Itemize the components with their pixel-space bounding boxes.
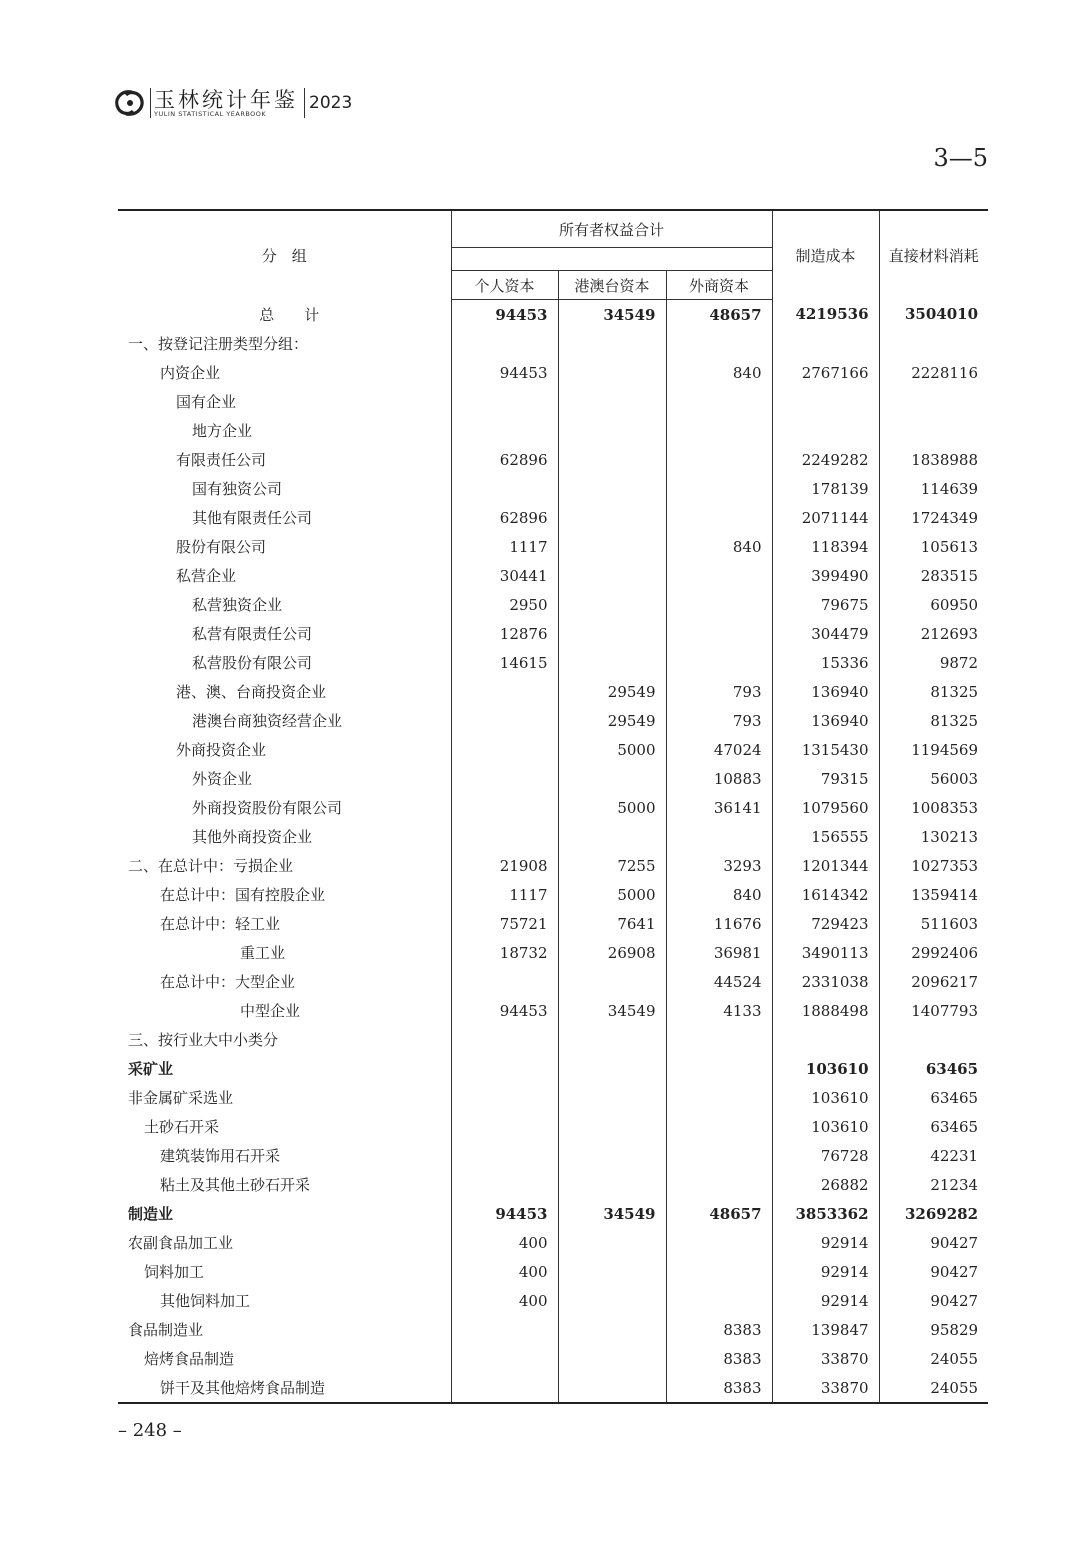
- cell-direct-material: 283515: [920, 566, 979, 585]
- cell-mfg-cost: 136940: [772, 677, 879, 706]
- cell-mfg-cost: 26882: [772, 1170, 879, 1199]
- row-label: 内资企业: [118, 358, 451, 387]
- cell-hmt-capital: [558, 561, 666, 590]
- table-row: [118, 1141, 988, 1170]
- cell-mfg-cost: 136940: [772, 706, 879, 735]
- cell-personal-capital: 94453: [451, 996, 558, 1025]
- cell-direct-material: 21234: [930, 1175, 979, 1194]
- table-row: [118, 561, 988, 590]
- page-number: – 248 –: [118, 1420, 182, 1441]
- table-number: 3—5: [933, 144, 988, 172]
- table-row: [118, 909, 988, 938]
- cell-direct-material: 3269282: [904, 1204, 979, 1223]
- cell-foreign-capital: [666, 1228, 772, 1257]
- cell-direct-material: 2992406: [911, 943, 979, 962]
- cell-hmt-capital: 34549: [558, 300, 666, 330]
- cell-hmt-capital: 29549: [558, 706, 666, 735]
- table-row: [118, 1170, 988, 1199]
- cell-mfg-cost: 2767166: [772, 358, 879, 387]
- cell-personal-capital: [451, 764, 558, 793]
- table-row: [118, 706, 988, 735]
- cell-foreign-capital: [666, 1170, 772, 1199]
- cell-direct-material: 511603: [920, 914, 979, 933]
- cell-hmt-capital: 26908: [558, 938, 666, 967]
- cell-direct-material: 2228116: [911, 363, 979, 382]
- table-row: [118, 1344, 988, 1373]
- table-row: [118, 416, 988, 445]
- row-label: 港澳台商独资经营企业: [118, 706, 451, 735]
- cell-mfg-cost: 2071144: [772, 503, 879, 532]
- row-label: 饼干及其他焙烤食品制造: [118, 1373, 451, 1403]
- cell-mfg-cost: 1614342: [772, 880, 879, 909]
- cell-hmt-capital: 29549: [558, 677, 666, 706]
- cell-foreign-capital: [666, 1257, 772, 1286]
- cell-foreign-capital: 47024: [666, 735, 772, 764]
- table-row: [118, 880, 988, 909]
- yearbook-subtitle: YULIN STATISTICAL YEARBOOK: [154, 110, 267, 118]
- cell-hmt-capital: [558, 358, 666, 387]
- cell-personal-capital: [451, 387, 558, 416]
- cell-foreign-capital: [666, 445, 772, 474]
- cell-foreign-capital: 11676: [666, 909, 772, 938]
- logo-divider-2: [304, 88, 305, 118]
- cell-mfg-cost: 178139: [772, 474, 879, 503]
- table-row: [118, 532, 988, 561]
- table-row: [118, 677, 988, 706]
- cell-personal-capital: [451, 1141, 558, 1170]
- cell-foreign-capital: 8383: [666, 1315, 772, 1344]
- row-label: 重工业: [118, 938, 451, 967]
- cell-mfg-cost: 103610: [772, 1054, 879, 1083]
- cell-mfg-cost: 1888498: [772, 996, 879, 1025]
- cell-hmt-capital: 34549: [558, 996, 666, 1025]
- cell-mfg-cost: 118394: [772, 532, 879, 561]
- header-group: 分 组: [118, 210, 451, 300]
- cell-direct-material: 1838988: [911, 450, 979, 469]
- table-row: [118, 503, 988, 532]
- cell-direct-material: [879, 1025, 988, 1054]
- row-label: 国有企业: [118, 387, 451, 416]
- table-row: [118, 735, 988, 764]
- cell-foreign-capital: [666, 387, 772, 416]
- cell-foreign-capital: 10883: [666, 764, 772, 793]
- cell-direct-material: 90427: [930, 1291, 979, 1310]
- cell-mfg-cost: 92914: [772, 1228, 879, 1257]
- table-row: [118, 648, 988, 677]
- row-label: 粘土及其他土砂石开采: [118, 1170, 451, 1199]
- header-mfg-cost: 制造成本: [772, 210, 879, 300]
- header-personal-capital: 个人资本: [451, 271, 558, 300]
- statistics-table: [118, 209, 988, 1404]
- cell-mfg-cost: 156555: [772, 822, 879, 851]
- cell-mfg-cost: [772, 387, 879, 416]
- cell-hmt-capital: [558, 1112, 666, 1141]
- cell-personal-capital: [451, 329, 558, 358]
- table-row: [118, 1025, 988, 1054]
- row-label: 在总计中：国有控股企业: [118, 880, 451, 909]
- cell-personal-capital: 12876: [451, 619, 558, 648]
- cell-foreign-capital: 840: [666, 358, 772, 387]
- cell-personal-capital: 94453: [451, 300, 558, 330]
- table-row: [118, 1315, 988, 1344]
- cell-foreign-capital: [666, 416, 772, 445]
- table-row: [118, 1083, 988, 1112]
- header-owner-equity: 所有者权益合计: [451, 210, 772, 248]
- cell-mfg-cost: 76728: [772, 1141, 879, 1170]
- cell-personal-capital: [451, 1025, 558, 1054]
- cell-personal-capital: 62896: [451, 503, 558, 532]
- cell-personal-capital: [451, 1315, 558, 1344]
- row-label: 外商投资企业: [118, 735, 451, 764]
- cell-hmt-capital: [558, 1054, 666, 1083]
- table-row: [118, 1373, 988, 1403]
- cell-direct-material: 24055: [879, 1373, 988, 1403]
- cell-direct-material: 63465: [925, 1059, 979, 1078]
- cell-direct-material: 3504010: [904, 305, 979, 324]
- table-row: [118, 387, 988, 416]
- cell-foreign-capital: [666, 1112, 772, 1141]
- row-label: 农副食品加工业: [118, 1228, 451, 1257]
- cell-foreign-capital: [666, 1025, 772, 1054]
- cell-hmt-capital: [558, 1083, 666, 1112]
- cell-hmt-capital: [558, 1257, 666, 1286]
- cell-mfg-cost: 33870: [772, 1344, 879, 1373]
- row-label: 食品制造业: [118, 1315, 451, 1344]
- cell-personal-capital: 94453: [451, 358, 558, 387]
- cell-hmt-capital: 7255: [558, 851, 666, 880]
- cell-direct-material: 90427: [930, 1233, 979, 1252]
- cell-mfg-cost: 92914: [772, 1257, 879, 1286]
- cell-personal-capital: [451, 793, 558, 822]
- cell-foreign-capital: 840: [666, 532, 772, 561]
- row-label: 港、澳、台商投资企业: [118, 677, 451, 706]
- header-spacer: [451, 248, 772, 271]
- cell-direct-material: 42231: [930, 1146, 979, 1165]
- cell-foreign-capital: 8383: [666, 1373, 772, 1403]
- cell-mfg-cost: 79675: [772, 590, 879, 619]
- row-label: 有限责任公司: [118, 445, 451, 474]
- cell-foreign-capital: [666, 822, 772, 851]
- row-label: 私营有限责任公司: [118, 619, 451, 648]
- cell-direct-material: 1407793: [911, 1001, 979, 1020]
- table-row: [118, 358, 988, 387]
- table-row: [118, 474, 988, 503]
- cell-personal-capital: [451, 1054, 558, 1083]
- row-label: 股份有限公司: [118, 532, 451, 561]
- cell-hmt-capital: [558, 329, 666, 358]
- cell-mfg-cost: 1315430: [772, 735, 879, 764]
- table-row: [118, 300, 988, 330]
- cell-personal-capital: 400: [451, 1286, 558, 1315]
- cell-hmt-capital: [558, 822, 666, 851]
- row-label: 其他有限责任公司: [118, 503, 451, 532]
- cell-direct-material: 212693: [920, 624, 979, 643]
- cell-direct-material: 105613: [920, 537, 979, 556]
- cell-direct-material: 95829: [930, 1320, 979, 1339]
- row-label: 国有独资公司: [118, 474, 451, 503]
- row-label: 外资企业: [118, 764, 451, 793]
- cell-mfg-cost: 3490113: [772, 938, 879, 967]
- cell-hmt-capital: [558, 1344, 666, 1373]
- row-label: 建筑装饰用石开采: [118, 1141, 451, 1170]
- cell-personal-capital: [451, 735, 558, 764]
- cell-mfg-cost: 2331038: [772, 967, 879, 996]
- cell-direct-material: [879, 329, 988, 358]
- row-label: 总 计: [118, 300, 451, 330]
- cell-mfg-cost: 399490: [772, 561, 879, 590]
- cell-direct-material: 1194569: [911, 740, 979, 759]
- cell-personal-capital: [451, 1373, 558, 1403]
- cell-direct-material: 63465: [930, 1088, 979, 1107]
- row-label: 一、按登记注册类型分组：: [118, 329, 451, 358]
- yearbook-logo: [112, 84, 412, 124]
- cell-hmt-capital: [558, 648, 666, 677]
- cell-personal-capital: [451, 1112, 558, 1141]
- cell-direct-material: 1027353: [911, 856, 979, 875]
- table-row: [118, 851, 988, 880]
- statistics-table-container: [118, 209, 988, 1404]
- cell-direct-material: 114639: [920, 479, 979, 498]
- cell-personal-capital: 1117: [451, 532, 558, 561]
- cell-direct-material: 81325: [930, 682, 979, 701]
- cell-hmt-capital: [558, 967, 666, 996]
- table-row: [118, 619, 988, 648]
- table-row: [118, 1054, 988, 1083]
- cell-hmt-capital: 7641: [558, 909, 666, 938]
- cell-personal-capital: [451, 967, 558, 996]
- cell-foreign-capital: 36981: [666, 938, 772, 967]
- cell-hmt-capital: 5000: [558, 793, 666, 822]
- row-label: 其他外商投资企业: [118, 822, 451, 851]
- cell-foreign-capital: 36141: [666, 793, 772, 822]
- cell-direct-material: 60950: [930, 595, 979, 614]
- table-row: [118, 590, 988, 619]
- cell-mfg-cost: 1079560: [772, 793, 879, 822]
- table-row: [118, 1228, 988, 1257]
- row-label: 饲料加工: [118, 1257, 451, 1286]
- cell-mfg-cost: 92914: [772, 1286, 879, 1315]
- row-label: 私营企业: [118, 561, 451, 590]
- cell-direct-material: 2096217: [911, 972, 979, 991]
- cell-personal-capital: 94453: [451, 1199, 558, 1228]
- cell-direct-material: 1724349: [911, 508, 979, 527]
- yearbook-emblem-icon: [112, 88, 148, 118]
- table-row: [118, 822, 988, 851]
- cell-hmt-capital: [558, 1025, 666, 1054]
- row-label: 地方企业: [118, 416, 451, 445]
- cell-hmt-capital: [558, 590, 666, 619]
- row-label: 焙烤食品制造: [118, 1344, 451, 1373]
- cell-direct-material: 1359414: [911, 885, 979, 904]
- cell-foreign-capital: [666, 1141, 772, 1170]
- cell-mfg-cost: 15336: [772, 648, 879, 677]
- cell-hmt-capital: [558, 416, 666, 445]
- table-row: [118, 1257, 988, 1286]
- cell-direct-material: [879, 416, 988, 445]
- cell-foreign-capital: 8383: [666, 1344, 772, 1373]
- cell-mfg-cost: 2249282: [772, 445, 879, 474]
- cell-hmt-capital: 34549: [558, 1199, 666, 1228]
- table-row: [118, 1199, 988, 1228]
- cell-direct-material: 56003: [930, 769, 979, 788]
- cell-personal-capital: 2950: [451, 590, 558, 619]
- cell-personal-capital: 21908: [451, 851, 558, 880]
- cell-personal-capital: 14615: [451, 648, 558, 677]
- cell-hmt-capital: [558, 445, 666, 474]
- cell-personal-capital: [451, 474, 558, 503]
- cell-hmt-capital: [558, 503, 666, 532]
- cell-mfg-cost: 304479: [772, 619, 879, 648]
- cell-personal-capital: 400: [451, 1257, 558, 1286]
- cell-foreign-capital: [666, 590, 772, 619]
- table-row: [118, 996, 988, 1025]
- cell-personal-capital: [451, 1344, 558, 1373]
- table-row: [118, 764, 988, 793]
- cell-hmt-capital: [558, 1170, 666, 1199]
- cell-foreign-capital: 48657: [666, 1199, 772, 1228]
- cell-foreign-capital: 4133: [666, 996, 772, 1025]
- table-row: [118, 445, 988, 474]
- cell-hmt-capital: [558, 619, 666, 648]
- cell-direct-material: 81325: [930, 711, 979, 730]
- cell-mfg-cost: [772, 329, 879, 358]
- table-header: [118, 210, 988, 300]
- header-direct-material: 直接材料消耗: [879, 210, 988, 300]
- cell-personal-capital: [451, 706, 558, 735]
- cell-personal-capital: [451, 416, 558, 445]
- cell-mfg-cost: [772, 1025, 879, 1054]
- table-body: [118, 300, 988, 1404]
- cell-hmt-capital: [558, 1228, 666, 1257]
- cell-mfg-cost: 3853362: [772, 1199, 879, 1228]
- table-row: [118, 793, 988, 822]
- cell-direct-material: 9872: [939, 653, 979, 672]
- cell-hmt-capital: [558, 1141, 666, 1170]
- cell-hmt-capital: [558, 532, 666, 561]
- cell-direct-material: 130213: [920, 827, 979, 846]
- cell-foreign-capital: [666, 1054, 772, 1083]
- cell-foreign-capital: [666, 329, 772, 358]
- cell-personal-capital: [451, 677, 558, 706]
- cell-direct-material: 24055: [930, 1349, 979, 1368]
- row-label: 中型企业: [118, 996, 451, 1025]
- cell-foreign-capital: [666, 648, 772, 677]
- table-row: [118, 967, 988, 996]
- row-label: 私营独资企业: [118, 590, 451, 619]
- cell-hmt-capital: [558, 387, 666, 416]
- logo-divider: [150, 88, 151, 118]
- table-row: [118, 329, 988, 358]
- row-label: 采矿业: [118, 1054, 451, 1083]
- cell-hmt-capital: 5000: [558, 735, 666, 764]
- cell-direct-material: 90427: [930, 1262, 979, 1281]
- cell-hmt-capital: [558, 764, 666, 793]
- cell-hmt-capital: [558, 1286, 666, 1315]
- cell-personal-capital: [451, 822, 558, 851]
- cell-mfg-cost: 729423: [772, 909, 879, 938]
- cell-mfg-cost: [772, 416, 879, 445]
- cell-mfg-cost: 79315: [772, 764, 879, 793]
- table-row: [118, 1286, 988, 1315]
- cell-mfg-cost: 33870: [772, 1373, 879, 1403]
- cell-foreign-capital: 48657: [666, 300, 772, 330]
- cell-foreign-capital: [666, 561, 772, 590]
- cell-personal-capital: [451, 1170, 558, 1199]
- header-foreign-capital: 外商资本: [666, 271, 772, 300]
- yearbook-year: 2023: [309, 93, 353, 113]
- header-hmt-capital: 港澳台资本: [558, 271, 666, 300]
- row-label: 在总计中：轻工业: [118, 909, 451, 938]
- cell-personal-capital: 75721: [451, 909, 558, 938]
- row-label: 外商投资股份有限公司: [118, 793, 451, 822]
- table-row: [118, 938, 988, 967]
- cell-foreign-capital: 3293: [666, 851, 772, 880]
- cell-personal-capital: 62896: [451, 445, 558, 474]
- row-label: 在总计中：大型企业: [118, 967, 451, 996]
- cell-direct-material: 63465: [930, 1117, 979, 1136]
- cell-hmt-capital: [558, 1315, 666, 1344]
- row-label: 其他饲料加工: [118, 1286, 451, 1315]
- row-label: 非金属矿采选业: [118, 1083, 451, 1112]
- cell-direct-material: [879, 387, 988, 416]
- row-label: 二、在总计中：亏损企业: [118, 851, 451, 880]
- row-label: 制造业: [118, 1199, 451, 1228]
- cell-hmt-capital: [558, 1373, 666, 1403]
- cell-personal-capital: [451, 1083, 558, 1112]
- cell-foreign-capital: 44524: [666, 967, 772, 996]
- cell-mfg-cost: 4219536: [772, 300, 879, 330]
- cell-foreign-capital: [666, 1286, 772, 1315]
- cell-foreign-capital: 793: [666, 706, 772, 735]
- cell-mfg-cost: 139847: [772, 1315, 879, 1344]
- cell-mfg-cost: 103610: [772, 1112, 879, 1141]
- cell-hmt-capital: 5000: [558, 880, 666, 909]
- cell-personal-capital: 18732: [451, 938, 558, 967]
- cell-mfg-cost: 103610: [772, 1083, 879, 1112]
- cell-foreign-capital: [666, 503, 772, 532]
- table-row: [118, 1112, 988, 1141]
- row-label: 私营股份有限公司: [118, 648, 451, 677]
- cell-mfg-cost: 1201344: [772, 851, 879, 880]
- cell-foreign-capital: [666, 619, 772, 648]
- cell-direct-material: 1008353: [911, 798, 979, 817]
- cell-foreign-capital: 793: [666, 677, 772, 706]
- cell-foreign-capital: [666, 1083, 772, 1112]
- cell-foreign-capital: 840: [666, 880, 772, 909]
- cell-personal-capital: 30441: [451, 561, 558, 590]
- cell-foreign-capital: [666, 474, 772, 503]
- row-label: 土砂石开采: [118, 1112, 451, 1141]
- cell-hmt-capital: [558, 474, 666, 503]
- cell-personal-capital: 400: [451, 1228, 558, 1257]
- yearbook-title: 玉林统计年鉴: [154, 88, 298, 112]
- cell-personal-capital: 1117: [451, 880, 558, 909]
- row-label: 三、按行业大中小类分: [118, 1025, 451, 1054]
